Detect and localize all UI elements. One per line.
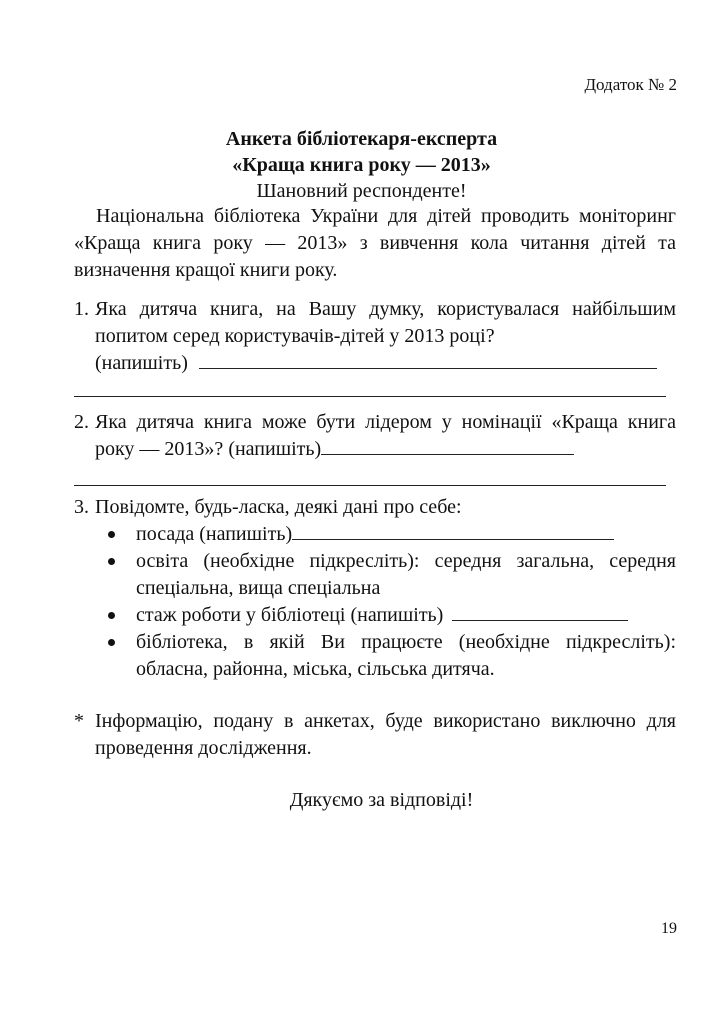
list-item-text: посада (напишіть) [136,523,293,545]
list-item [98,521,676,548]
question-body [95,409,676,463]
bullet-icon [108,612,115,619]
asterisk-marker: * [74,710,84,732]
question-prompt: (напишіть) [95,352,188,374]
answer-line[interactable] [74,396,666,397]
question-3 [74,494,676,521]
personal-info-list [98,521,676,683]
question-number: 2. [74,411,89,433]
bullet-icon [108,531,115,538]
page-number: 19 [661,920,677,937]
appendix-label: Додаток № 2 [584,75,677,94]
question-body [95,296,676,377]
list-item-text: освіта (необхідне підкресліть): середня загальна, середня спеціальна, вища спеціальна [136,550,676,599]
answer-line[interactable] [74,485,666,486]
list-item [98,548,676,602]
footnote-text: Інформацію, подану в анкетах, буде використано виключно для проведення дослідження. [95,710,676,759]
questionnaire-title: Анкета бібліотекаря-експерта [225,128,498,150]
list-item-text: стаж роботи у бібліотеці (напишіть) [136,604,444,626]
list-item-text: бібліотека, в якій Ви працюєте (необхідне підкресліть): обласна, районна, міська, сільська дитяча. [136,631,676,680]
footnote [74,708,676,762]
question-1 [74,296,676,377]
list-item [98,629,676,683]
answer-blank[interactable] [199,350,657,369]
answer-blank[interactable] [452,602,628,621]
question-text: Яка дитяча книга може бути лідером у номінації «Краща книга року — 2013»? [95,411,676,460]
question-text: Яка дитяча книга, на Вашу думку, користувалася найбільшим попитом серед користувачів-дітей у 2013 році? [95,298,676,347]
greeting: Шановний респонденте! [256,180,467,202]
question-prompt: (напишіть) [228,438,322,460]
questionnaire-subtitle: «Краща книга року — 2013» [232,154,491,176]
bullet-icon [108,639,115,646]
thanks-text: Дякуємо за відповіді! [289,789,474,811]
list-item [98,602,676,629]
bullet-icon [108,558,115,565]
answer-blank[interactable] [292,521,614,540]
question-number: 1. [74,298,89,320]
question-2 [74,409,676,463]
question-number: 3. [74,496,89,518]
intro-paragraph: Національна бібліотека України для дітей проводить моніторинг «Краща книга року — 2013» з вивчення кола читання дітей та визначення кращої книги року. [74,205,676,281]
question-text: Повідомте, будь-ласка, деякі дані про себе: [95,496,462,518]
question-body [95,494,676,521]
answer-blank[interactable] [321,436,574,455]
